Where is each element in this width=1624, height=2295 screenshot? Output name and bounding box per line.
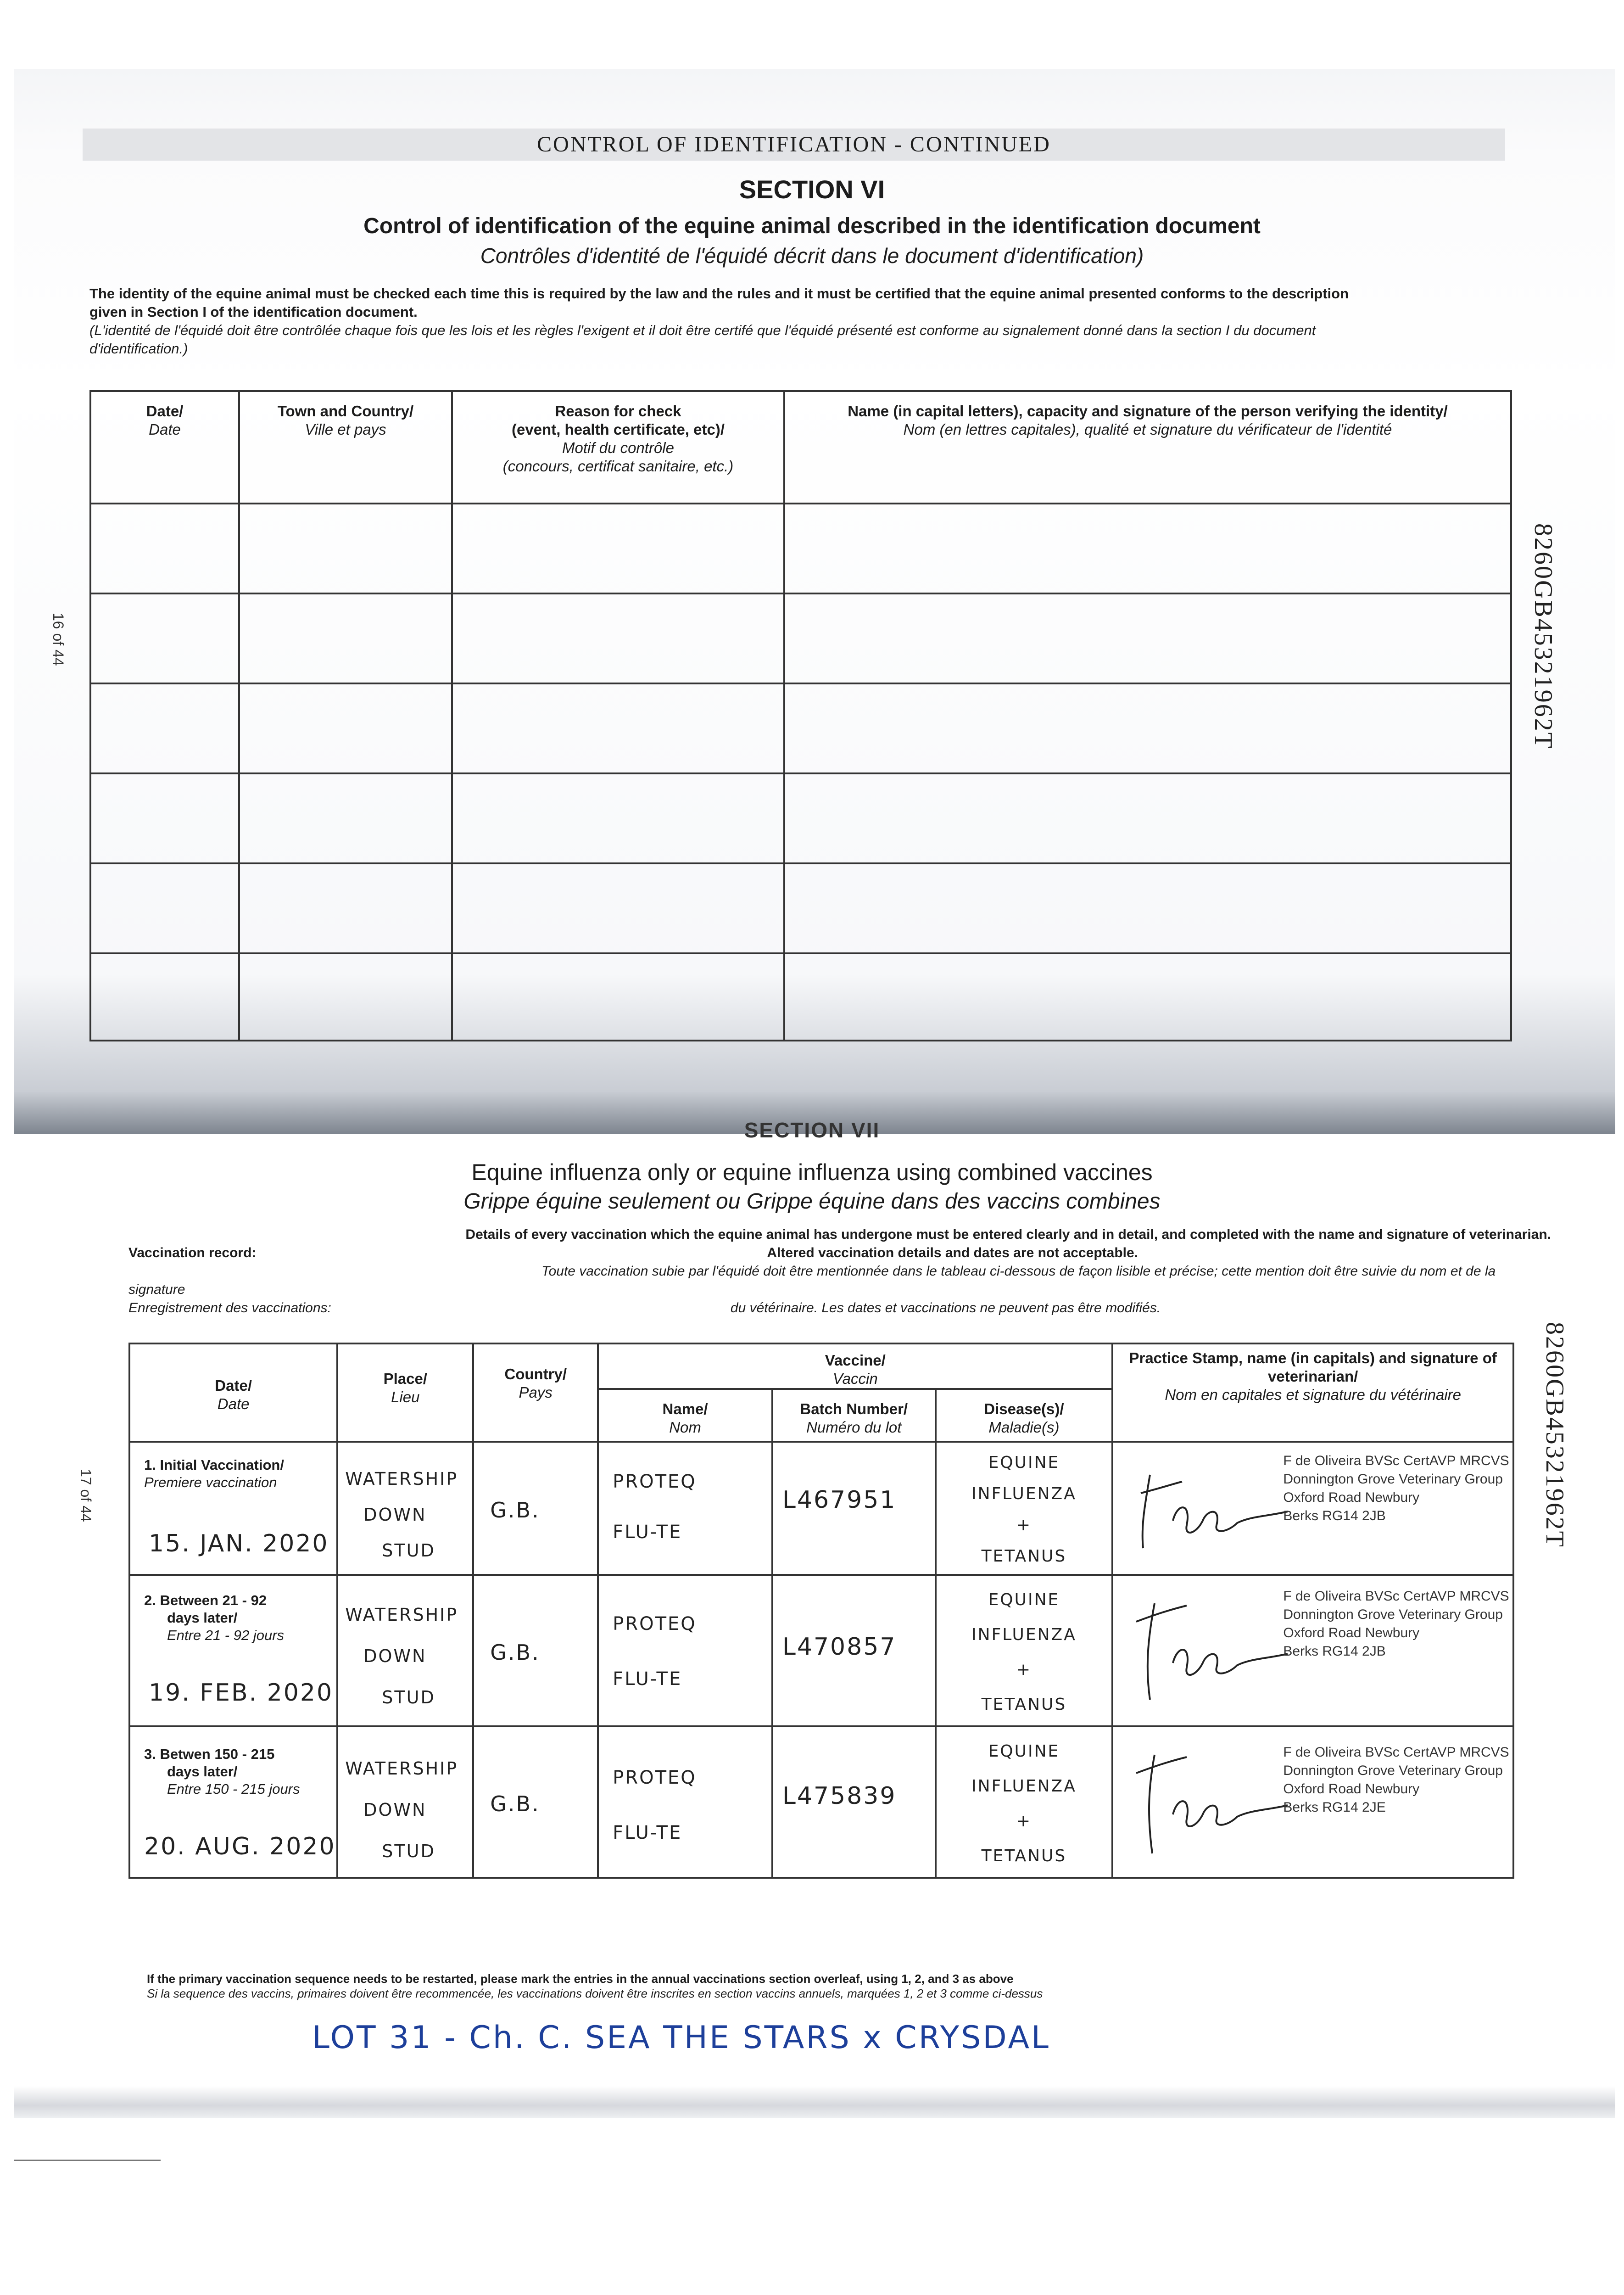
row3-date-cell — [129, 1726, 337, 1878]
row3-name-2: FLU-TE — [613, 1822, 682, 1843]
side-code-upper: 8260GB45321962T — [1529, 523, 1557, 750]
col-town-fr: Ville et pays — [305, 421, 386, 438]
row2-place-cell — [337, 1575, 473, 1726]
vaccination-row-3 — [129, 1726, 1513, 1878]
identity-check-row — [90, 863, 1511, 953]
identity-check-row — [90, 953, 1511, 1041]
intro-en-line1: The identity of the equine animal must be checked each time this is required by the law and the rules and it must be certified that the equine animal presented conforms to the description — [89, 285, 1349, 302]
row2-label-en-1: 2. Between 21 - 92 — [144, 1592, 267, 1608]
col-verifier-en: Name (in capital letters), capacity and signature of the person verifying the identity/ — [848, 403, 1448, 420]
vcol-disease — [936, 1389, 1113, 1442]
page-number-17: 17 of 44 — [78, 1469, 94, 1522]
record-en-line1: Details of every vaccination which the equine animal has undergone must be entered clearly and in detail, and completed with the name and signature of veterinarian. — [465, 1227, 1551, 1242]
col-town-en: Town and Country/ — [277, 403, 414, 420]
row2-disease-cell — [936, 1575, 1113, 1726]
page-number-16: 16 of 44 — [50, 613, 67, 666]
vcol-disease-en: Disease(s)/ — [984, 1400, 1064, 1417]
row3-place-1: WATERSHIP — [345, 1758, 458, 1779]
section-banner: CONTROL OF IDENTIFICATION - CONTINUED — [83, 129, 1505, 161]
row2-date-cell — [129, 1575, 337, 1726]
vcol-vaccine — [598, 1343, 1112, 1389]
row1-date: 15. JAN. 2020 — [149, 1530, 329, 1557]
vaccination-table — [128, 1343, 1514, 1879]
row2-disease-2: INFLUENZA — [971, 1625, 1077, 1644]
row1-disease-3: + — [1016, 1516, 1032, 1534]
vcol-name — [598, 1389, 772, 1442]
row1-name-cell — [598, 1442, 772, 1575]
row2-place-1: WATERSHIP — [345, 1605, 458, 1625]
vcol-disease-fr: Maladie(s) — [988, 1419, 1060, 1436]
vcol-date — [129, 1343, 337, 1442]
row3-stamp-4: Berks RG14 2JE — [1283, 1800, 1386, 1815]
row3-stamp-2: Donnington Grove Veterinary Group — [1283, 1763, 1503, 1778]
page-bottom-shadow — [14, 2086, 1615, 2118]
row1-date-cell — [129, 1442, 337, 1575]
row1-signature-icon — [1122, 1456, 1297, 1557]
row3-signature-icon — [1122, 1746, 1297, 1860]
row3-label-en-1: 3. Betwen 150 - 215 — [144, 1746, 275, 1762]
col-date — [90, 391, 239, 504]
identity-check-row — [90, 504, 1511, 593]
row2-place-2: DOWN — [363, 1646, 427, 1666]
section7-subtitle-fr: Grippe équine seulement ou Grippe équine dans des vaccins combines — [463, 1189, 1161, 1214]
row2-stamp-3: Oxford Road Newbury — [1283, 1625, 1420, 1640]
row1-name-2: FLU-TE — [613, 1522, 682, 1543]
side-code-lower: 8260GB45321962T — [1540, 1322, 1569, 1548]
row3-date: 20. AUG. 2020 — [144, 1833, 336, 1860]
vaccination-row-1 — [129, 1442, 1513, 1575]
row2-signature-icon — [1122, 1590, 1297, 1709]
row1-disease-1: EQUINE — [988, 1453, 1060, 1472]
row3-place-2: DOWN — [363, 1800, 427, 1820]
row2-date: 19. FEB. 2020 — [149, 1679, 334, 1707]
vcol-practice-en-1: Practice Stamp, name (in capitals) and signature of — [1129, 1349, 1497, 1366]
row1-name-1: PROTEQ — [613, 1471, 697, 1492]
row2-label-fr: Entre 21 - 92 jours — [167, 1627, 285, 1643]
identity-check-row — [90, 773, 1511, 863]
row2-disease-1: EQUINE — [988, 1590, 1060, 1609]
row2-stamp-4: Berks RG14 2JB — [1283, 1644, 1386, 1659]
row1-label-fr: Premiere vaccination — [144, 1474, 277, 1490]
intro-en-line2: given in Section I of the identification document. — [89, 304, 418, 320]
row2-disease-4: TETANUS — [981, 1695, 1067, 1714]
row1-country: G.B. — [490, 1498, 540, 1523]
row3-label-fr: Entre 150 - 215 jours — [167, 1781, 300, 1797]
row1-label-en: 1. Initial Vaccination/ — [144, 1457, 284, 1473]
row1-batch-cell — [772, 1442, 936, 1575]
identity-check-row — [90, 683, 1511, 773]
col-verifier-fr: Nom (en lettres capitales), qualité et signature du vérificateur de l'identité — [903, 421, 1392, 438]
row2-name-2: FLU-TE — [613, 1668, 682, 1690]
row3-country: G.B. — [490, 1791, 540, 1816]
row3-disease-2: INFLUENZA — [971, 1777, 1077, 1796]
section6-title: SECTION VI — [739, 175, 885, 204]
section6-subtitle-fr: Contrôles d'identité de l'équidé décrit dans le document d'identification) — [480, 244, 1144, 268]
section6-intro-en — [89, 285, 1535, 321]
vaccination-header-row-1 — [129, 1343, 1513, 1389]
row1-place-2: DOWN — [363, 1505, 427, 1525]
identity-check-row — [90, 593, 1511, 683]
row3-stamp-3: Oxford Road Newbury — [1283, 1781, 1420, 1797]
row3-disease-cell — [936, 1726, 1113, 1878]
col-town — [239, 391, 452, 504]
col-verifier — [784, 391, 1511, 504]
row3-batch-cell — [772, 1726, 936, 1878]
row2-batch: L470857 — [782, 1633, 897, 1661]
row1-country-cell — [473, 1442, 598, 1575]
row1-stamp-3: Oxford Road Newbury — [1283, 1490, 1420, 1505]
vcol-name-en: Name/ — [662, 1400, 708, 1417]
vcol-place — [337, 1343, 473, 1442]
vcol-place-fr: Lieu — [391, 1388, 420, 1405]
vcol-practice-fr: Nom en capitales et signature du vétérinaire — [1165, 1386, 1462, 1403]
row2-country: G.B. — [490, 1640, 540, 1665]
row1-disease-cell — [936, 1442, 1113, 1575]
intro-fr-line1: (L'identité de l'équidé doit être contrôlée chaque fois que les lois et les règles l'exigent et il doit être certifé que l'équidé présenté est conforme au signalement donné dans la section I du document — [89, 322, 1316, 338]
row2-name-1: PROTEQ — [613, 1613, 697, 1634]
vcol-country-fr: Pays — [519, 1384, 552, 1401]
row2-stamp-2: Donnington Grove Veterinary Group — [1283, 1607, 1503, 1622]
record-label: Vaccination record: — [128, 1245, 257, 1260]
row2-country-cell — [473, 1575, 598, 1726]
vcol-batch-en: Batch Number/ — [800, 1400, 908, 1417]
row1-place-cell — [337, 1442, 473, 1575]
row1-stamp-4: Berks RG14 2JB — [1283, 1508, 1386, 1523]
vcol-vaccine-fr: Vaccin — [832, 1370, 878, 1387]
col-date-fr: Date — [149, 421, 181, 438]
vcol-practice — [1112, 1343, 1513, 1442]
identity-check-header-row — [90, 391, 1511, 504]
row3-name-cell — [598, 1726, 772, 1878]
row3-disease-4: TETANUS — [981, 1847, 1067, 1865]
section6-intro-fr — [89, 321, 1535, 358]
row1-stamp-2: Donnington Grove Veterinary Group — [1283, 1472, 1503, 1487]
row3-practice-cell — [1112, 1726, 1513, 1878]
row3-batch: L475839 — [782, 1782, 897, 1810]
footnote-fr: Si la sequence des vaccins, primaires doivent être recommencée, les vaccinations doivent être inscrites en section vaccins annuels, marquées 1, 2 et 3 comme ci-dessus — [147, 1987, 1043, 2000]
col-reason — [452, 391, 784, 504]
row2-label-en-2: days later/ — [167, 1610, 238, 1626]
row1-stamp-1: F de Oliveira BVSc CertAVP MRCVS — [1283, 1453, 1509, 1468]
row3-place-3: STUD — [382, 1841, 435, 1861]
vcol-country-en: Country/ — [504, 1366, 567, 1383]
row3-label-en-2: days later/ — [167, 1763, 238, 1780]
vcol-date-fr: Date — [217, 1395, 250, 1412]
restart-footnote — [147, 1971, 1524, 2001]
section7-title: SECTION VII — [744, 1118, 880, 1142]
col-reason-en-2: (event, health certificate, etc)/ — [512, 421, 725, 438]
col-reason-fr-2: (concours, certificat sanitaire, etc.) — [502, 458, 734, 475]
row2-batch-cell — [772, 1575, 936, 1726]
col-reason-fr-1: Motif du contrôle — [562, 439, 674, 456]
row2-place-3: STUD — [382, 1687, 435, 1707]
vcol-place-en: Place/ — [383, 1370, 427, 1387]
section7-subtitle-en: Equine influenza only or equine influenza using combined vaccines — [471, 1159, 1153, 1185]
row2-disease-3: + — [1016, 1660, 1032, 1679]
vcol-name-fr: Nom — [669, 1419, 701, 1436]
vaccination-row-2 — [129, 1575, 1513, 1726]
page-edge-line — [14, 2160, 161, 2161]
row3-disease-1: EQUINE — [988, 1742, 1060, 1761]
vcol-date-en: Date/ — [215, 1377, 252, 1394]
record-en-line2: Altered vaccination details and dates are not acceptable. — [767, 1245, 1138, 1260]
identity-check-table — [89, 390, 1512, 1041]
row1-practice-cell — [1112, 1442, 1513, 1575]
row2-stamp-1: F de Oliveira BVSc CertAVP MRCVS — [1283, 1589, 1509, 1604]
vcol-batch-fr: Numéro du lot — [806, 1419, 902, 1436]
col-date-en: Date/ — [146, 403, 184, 420]
vcol-practice-en-2: veterinarian/ — [1268, 1368, 1358, 1385]
vcol-batch — [772, 1389, 936, 1442]
row3-name-1: PROTEQ — [613, 1767, 697, 1788]
col-reason-en-1: Reason for check — [555, 403, 681, 420]
footnote-en: If the primary vaccination sequence needs to be restarted, please mark the entries in the annual vaccinations section overleaf, using 1, 2, and 3 as above — [147, 1972, 1014, 1986]
record-fr-label: Enregistrement des vaccinations: — [128, 1300, 331, 1315]
record-fr-line1: Toute vaccination subie par l'équidé doit être mentionnée dans le tableau ci-dessous de façon lisible et précise; cette mention doit être suivie du nom et de la signature — [128, 1264, 1496, 1297]
section6-subtitle-en: Control of identification of the equine animal described in the identification document — [363, 214, 1261, 238]
row3-disease-3: + — [1016, 1812, 1032, 1830]
handwritten-lot-note: LOT 31 - Ch. C. SEA THE STARS x CRYSDAL — [312, 2020, 1050, 2056]
row1-disease-4: TETANUS — [981, 1547, 1067, 1566]
row2-practice-cell — [1112, 1575, 1513, 1726]
row1-disease-2: INFLUENZA — [971, 1484, 1077, 1503]
vcol-country — [473, 1343, 598, 1442]
vaccination-record-text — [128, 1226, 1551, 1317]
vcol-vaccine-en: Vaccine/ — [825, 1352, 886, 1369]
row1-batch: L467951 — [782, 1486, 897, 1514]
intro-fr-line2: d'identification.) — [89, 341, 188, 357]
record-fr-line2: du vétérinaire. Les dates et vaccinations ne peuvent pas être modifiés. — [730, 1300, 1161, 1315]
row2-name-cell — [598, 1575, 772, 1726]
row3-stamp-1: F de Oliveira BVSc CertAVP MRCVS — [1283, 1745, 1509, 1760]
row1-place-1: WATERSHIP — [345, 1469, 458, 1489]
row3-country-cell — [473, 1726, 598, 1878]
row3-place-cell — [337, 1726, 473, 1878]
row1-place-3: STUD — [382, 1540, 435, 1561]
